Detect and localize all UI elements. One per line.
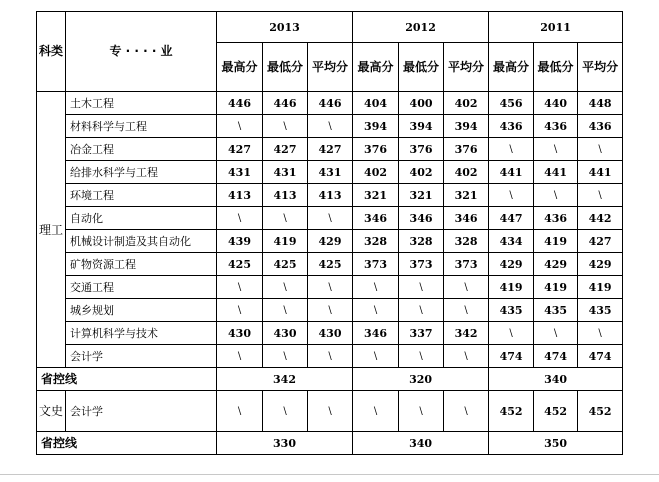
score-cell: 394: [444, 115, 489, 138]
score-cell: 394: [353, 115, 399, 138]
score-cell: \: [263, 391, 308, 432]
score-cell: 441: [534, 161, 578, 184]
table-row: [37, 115, 623, 138]
score-cell: \: [534, 184, 578, 207]
score-cell: \: [399, 276, 444, 299]
table-row: [37, 138, 623, 161]
score-cell: 431: [263, 161, 308, 184]
header-avg: 平均分: [444, 43, 489, 92]
score-table: [36, 11, 623, 455]
ligong-control-2013: 342: [217, 368, 353, 391]
table-row: [37, 276, 623, 299]
score-cell: 402: [399, 161, 444, 184]
score-cell: 376: [444, 138, 489, 161]
score-table-page: [36, 11, 622, 455]
ligong-control-2012: 320: [353, 368, 489, 391]
score-cell: \: [489, 184, 534, 207]
score-cell: 425: [217, 253, 263, 276]
major-name: 冶金工程: [66, 138, 217, 161]
score-cell: \: [217, 115, 263, 138]
score-cell: 436: [534, 207, 578, 230]
score-cell: \: [263, 345, 308, 368]
score-cell: 435: [489, 299, 534, 322]
score-cell: 413: [308, 184, 353, 207]
ligong-category-label: 理工: [37, 92, 66, 368]
wenshi-control-2013: 330: [217, 432, 353, 455]
score-cell: 441: [489, 161, 534, 184]
score-cell: 427: [217, 138, 263, 161]
score-cell: \: [217, 207, 263, 230]
score-cell: 429: [534, 253, 578, 276]
score-cell: 328: [399, 230, 444, 253]
header-year-2013: 2013: [217, 12, 353, 43]
score-cell: 337: [399, 322, 444, 345]
score-cell: 402: [444, 92, 489, 115]
score-cell: \: [217, 345, 263, 368]
score-cell: \: [399, 345, 444, 368]
score-cell: 346: [353, 207, 399, 230]
header-max: 最高分: [489, 43, 534, 92]
score-cell: \: [444, 299, 489, 322]
major-name: 矿物资源工程: [66, 253, 217, 276]
score-cell: \: [578, 184, 623, 207]
score-cell: 439: [217, 230, 263, 253]
score-cell: \: [444, 276, 489, 299]
score-cell: 321: [353, 184, 399, 207]
ligong-control-label: 省控线: [37, 368, 217, 391]
score-cell: 427: [263, 138, 308, 161]
score-cell: 404: [353, 92, 399, 115]
score-cell: \: [534, 138, 578, 161]
score-cell: 429: [489, 253, 534, 276]
score-cell: 430: [308, 322, 353, 345]
header-year-2011: 2011: [489, 12, 623, 43]
header-avg: 平均分: [308, 43, 353, 92]
wenshi-control-2012: 340: [353, 432, 489, 455]
score-cell: \: [308, 115, 353, 138]
score-cell: 342: [444, 322, 489, 345]
major-name: 机械设计制造及其自动化: [66, 230, 217, 253]
table-row: [37, 345, 623, 368]
score-cell: 376: [399, 138, 444, 161]
score-cell: 446: [217, 92, 263, 115]
table-row: [37, 253, 623, 276]
score-cell: \: [217, 299, 263, 322]
table-row: [37, 207, 623, 230]
major-name: 环境工程: [66, 184, 217, 207]
score-cell: \: [353, 276, 399, 299]
score-cell: 427: [578, 230, 623, 253]
header-min: 最低分: [534, 43, 578, 92]
header-category: 科类: [37, 12, 66, 92]
score-cell: 402: [353, 161, 399, 184]
score-cell: 425: [308, 253, 353, 276]
score-cell: 321: [444, 184, 489, 207]
table-row: [37, 161, 623, 184]
score-cell: 441: [578, 161, 623, 184]
score-cell: 434: [489, 230, 534, 253]
score-cell: \: [308, 299, 353, 322]
score-cell: \: [263, 276, 308, 299]
table-row: [37, 299, 623, 322]
score-cell: 413: [217, 184, 263, 207]
score-cell: 452: [489, 391, 534, 432]
major-name: 会计学: [66, 391, 217, 432]
score-cell: 446: [308, 92, 353, 115]
major-name: 会计学: [66, 345, 217, 368]
score-cell: 440: [534, 92, 578, 115]
score-cell: 346: [399, 207, 444, 230]
score-cell: \: [444, 345, 489, 368]
score-cell: 448: [578, 92, 623, 115]
major-name: 城乡规划: [66, 299, 217, 322]
score-cell: 373: [399, 253, 444, 276]
score-cell: 413: [263, 184, 308, 207]
score-cell: 435: [534, 299, 578, 322]
header-min: 最低分: [263, 43, 308, 92]
score-cell: \: [489, 138, 534, 161]
major-name: 给排水科学与工程: [66, 161, 217, 184]
score-cell: 435: [578, 299, 623, 322]
table-row: [37, 230, 623, 253]
score-cell: 346: [353, 322, 399, 345]
header-max: 最高分: [353, 43, 399, 92]
page-edge-line: [0, 474, 659, 475]
header-major: 专 · · · · 业: [66, 12, 217, 92]
score-cell: 402: [444, 161, 489, 184]
score-cell: 430: [263, 322, 308, 345]
table-row: [37, 322, 623, 345]
score-cell: 419: [263, 230, 308, 253]
score-cell: \: [353, 345, 399, 368]
header-avg: 平均分: [578, 43, 623, 92]
score-cell: 419: [534, 276, 578, 299]
score-cell: 474: [534, 345, 578, 368]
score-cell: \: [263, 115, 308, 138]
table-row: [37, 391, 623, 432]
wenshi-section: [37, 391, 623, 432]
score-cell: 446: [263, 92, 308, 115]
score-cell: 425: [263, 253, 308, 276]
table-row: [37, 92, 623, 115]
score-cell: 429: [308, 230, 353, 253]
major-name: 交通工程: [66, 276, 217, 299]
score-cell: 419: [578, 276, 623, 299]
wenshi-control-label: 省控线: [37, 432, 217, 455]
score-cell: 346: [444, 207, 489, 230]
score-cell: 373: [444, 253, 489, 276]
score-cell: 452: [578, 391, 623, 432]
score-cell: \: [578, 322, 623, 345]
score-cell: 447: [489, 207, 534, 230]
score-cell: \: [263, 207, 308, 230]
score-cell: 474: [489, 345, 534, 368]
score-cell: 321: [399, 184, 444, 207]
score-cell: 452: [534, 391, 578, 432]
score-cell: 436: [489, 115, 534, 138]
major-name: 材料科学与工程: [66, 115, 217, 138]
score-cell: \: [308, 391, 353, 432]
header-min: 最低分: [399, 43, 444, 92]
score-cell: 431: [308, 161, 353, 184]
score-cell: 456: [489, 92, 534, 115]
wenshi-category-label: 文史: [37, 391, 66, 432]
major-name: 计算机科学与技术: [66, 322, 217, 345]
score-cell: 427: [308, 138, 353, 161]
score-cell: \: [217, 276, 263, 299]
score-cell: \: [308, 276, 353, 299]
table-row: [37, 184, 623, 207]
score-cell: 419: [489, 276, 534, 299]
score-cell: 394: [399, 115, 444, 138]
score-cell: 400: [399, 92, 444, 115]
score-cell: \: [489, 322, 534, 345]
score-cell: 436: [534, 115, 578, 138]
score-cell: 429: [578, 253, 623, 276]
score-cell: 328: [444, 230, 489, 253]
score-cell: \: [534, 322, 578, 345]
header-year-2012: 2012: [353, 12, 489, 43]
score-cell: \: [217, 391, 263, 432]
wenshi-control-2011: 350: [489, 432, 623, 455]
score-cell: \: [308, 207, 353, 230]
header-max: 最高分: [217, 43, 263, 92]
score-cell: 431: [217, 161, 263, 184]
score-cell: 442: [578, 207, 623, 230]
score-cell: \: [444, 391, 489, 432]
score-cell: 474: [578, 345, 623, 368]
score-cell: 376: [353, 138, 399, 161]
ligong-control-2011: 340: [489, 368, 623, 391]
score-cell: \: [399, 299, 444, 322]
major-name: 自动化: [66, 207, 217, 230]
score-cell: 328: [353, 230, 399, 253]
score-cell: \: [263, 299, 308, 322]
score-cell: 373: [353, 253, 399, 276]
score-cell: \: [578, 138, 623, 161]
score-cell: \: [353, 391, 399, 432]
score-cell: \: [308, 345, 353, 368]
score-cell: \: [399, 391, 444, 432]
score-cell: 436: [578, 115, 623, 138]
score-cell: \: [353, 299, 399, 322]
score-cell: 430: [217, 322, 263, 345]
ligong-section: [37, 92, 623, 368]
score-cell: 419: [534, 230, 578, 253]
major-name: 土木工程: [66, 92, 217, 115]
